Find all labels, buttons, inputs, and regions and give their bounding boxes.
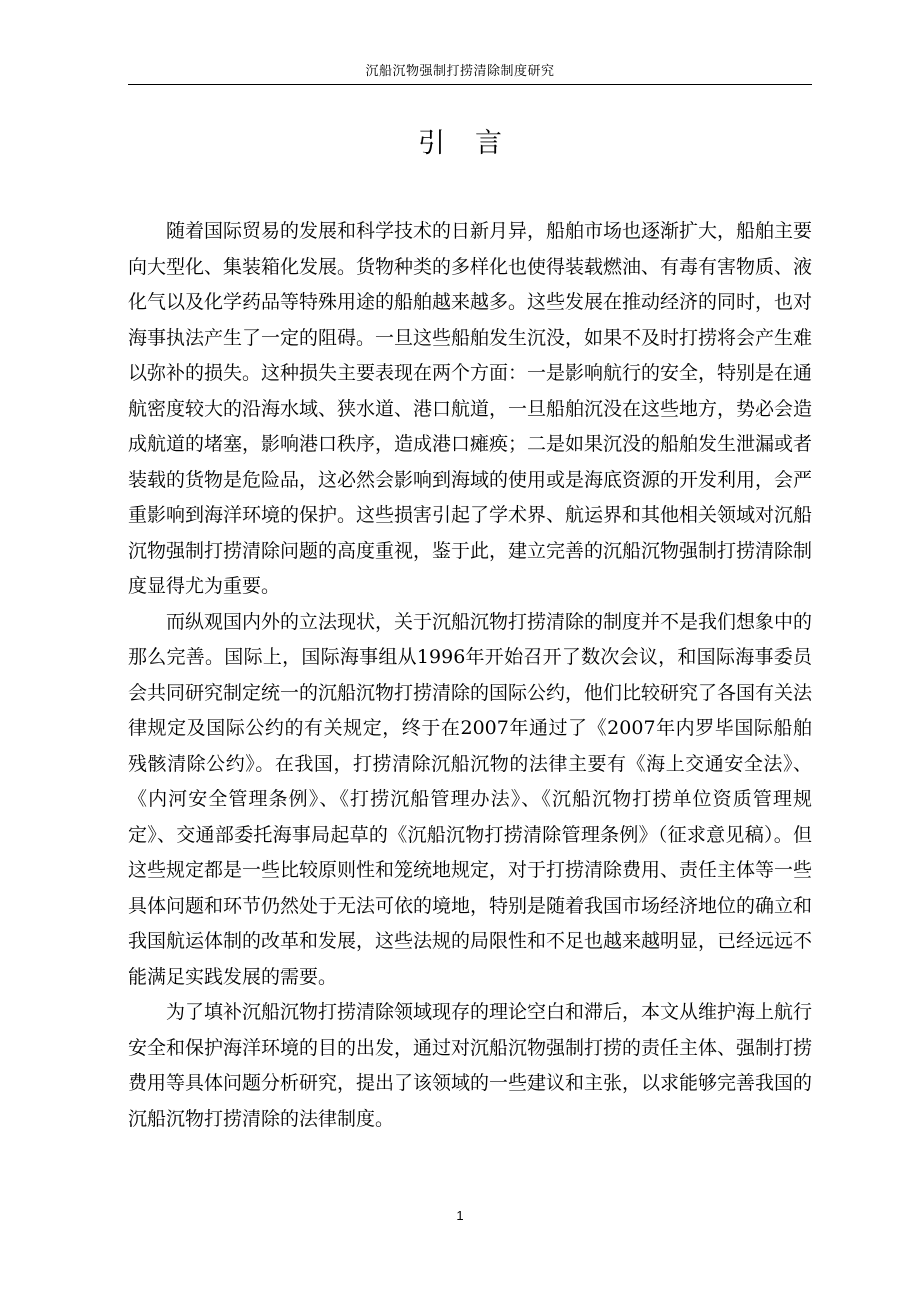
section-title: 引言 bbox=[418, 128, 532, 159]
header-rule bbox=[128, 84, 812, 85]
paragraph: 为了填补沉船沉物打捞清除领域现存的理论空白和滞后，本文从维护海上航行安全和保护海洋环境的目的出发，通过对沉船沉物强制打捞的责任主体、强制打捞费用等具体问题分析研究，提出了该领域的一些建议和主张，以求能够完善我国的沉船沉物打捞清除的法律制度。 bbox=[128, 1001, 813, 1130]
paragraph: 随着国际贸易的发展和科学技术的日新月异，船舶市场也逐渐扩大，船舶主要向大型化、集装箱化发展。货物种类的多样化也使得装载燃油、有毒有害物质、液化气以及化学药品等特殊用途的船舶越来越多。这些发展在推动经济的同时，也对海事执法产生了一定的阻碍。一旦这些船舶发生沉没，如果不及时打捞将会产生难以弥补的损失。这种损失主要表现在两个方面：一是影响航行的安全，特别是在通航密度较大的沿海水域、狭水道、港口航道，一旦船舶沉没在这些地方，势必会造成航道的堵塞，影响港口秩序，造成港口瘫痪；二是如果沉没的船舶发生泄漏或者装载的货物是危险品，这必然会影响到海域的使用或是海底资源的开发利用，会严重影响到海洋环境的保护。这些损害引起了学术界、航运界和其他相关领域对沉船沉物强制打捞清除问题的高度重视，鉴于此，建立完善的沉船沉物强制打捞清除制度显得尤为重要。 bbox=[128, 220, 813, 597]
body-text bbox=[128, 214, 812, 1137]
running-header: 沉船沉物强制打捞清除制度研究 bbox=[365, 64, 555, 79]
paragraph: 而纵观国内外的立法现状，关于沉船沉物打捞清除的制度并不是我们想象中的那么完善。国际上，国际海事组从1996年开始召开了数次会议，和国际海事委员会共同研究制定统一的沉船沉物打捞清除的国际公约，他们比较研究了各国有关法律规定及国际公约的有关规定，终于在2007年通过了《2007年内罗毕国际船舶残骸清除公约》。在我国，打捞清除沉船沉物的法律主要有《海上交通安全法》、《内河安全管理条例》、《打捞沉船管理办法》、《沉船沉物打捞单位资质管理规定》、交通部委托海事局起草的《沉船沉物打捞清除管理条例》（征求意见稿）。但这些规定都是一些比较原则性和笼统地规定，对于打捞清除费用、责任主体等一些具体问题和环节仍然处于无法可依的境地，特别是随着我国市场经济地位的确立和我国航运体制的改革和发展，这些法规的局限性和不足也越来越明显，已经远远不能满足实践发展的需要。 bbox=[128, 610, 813, 988]
page-number: 1 bbox=[456, 1208, 464, 1223]
